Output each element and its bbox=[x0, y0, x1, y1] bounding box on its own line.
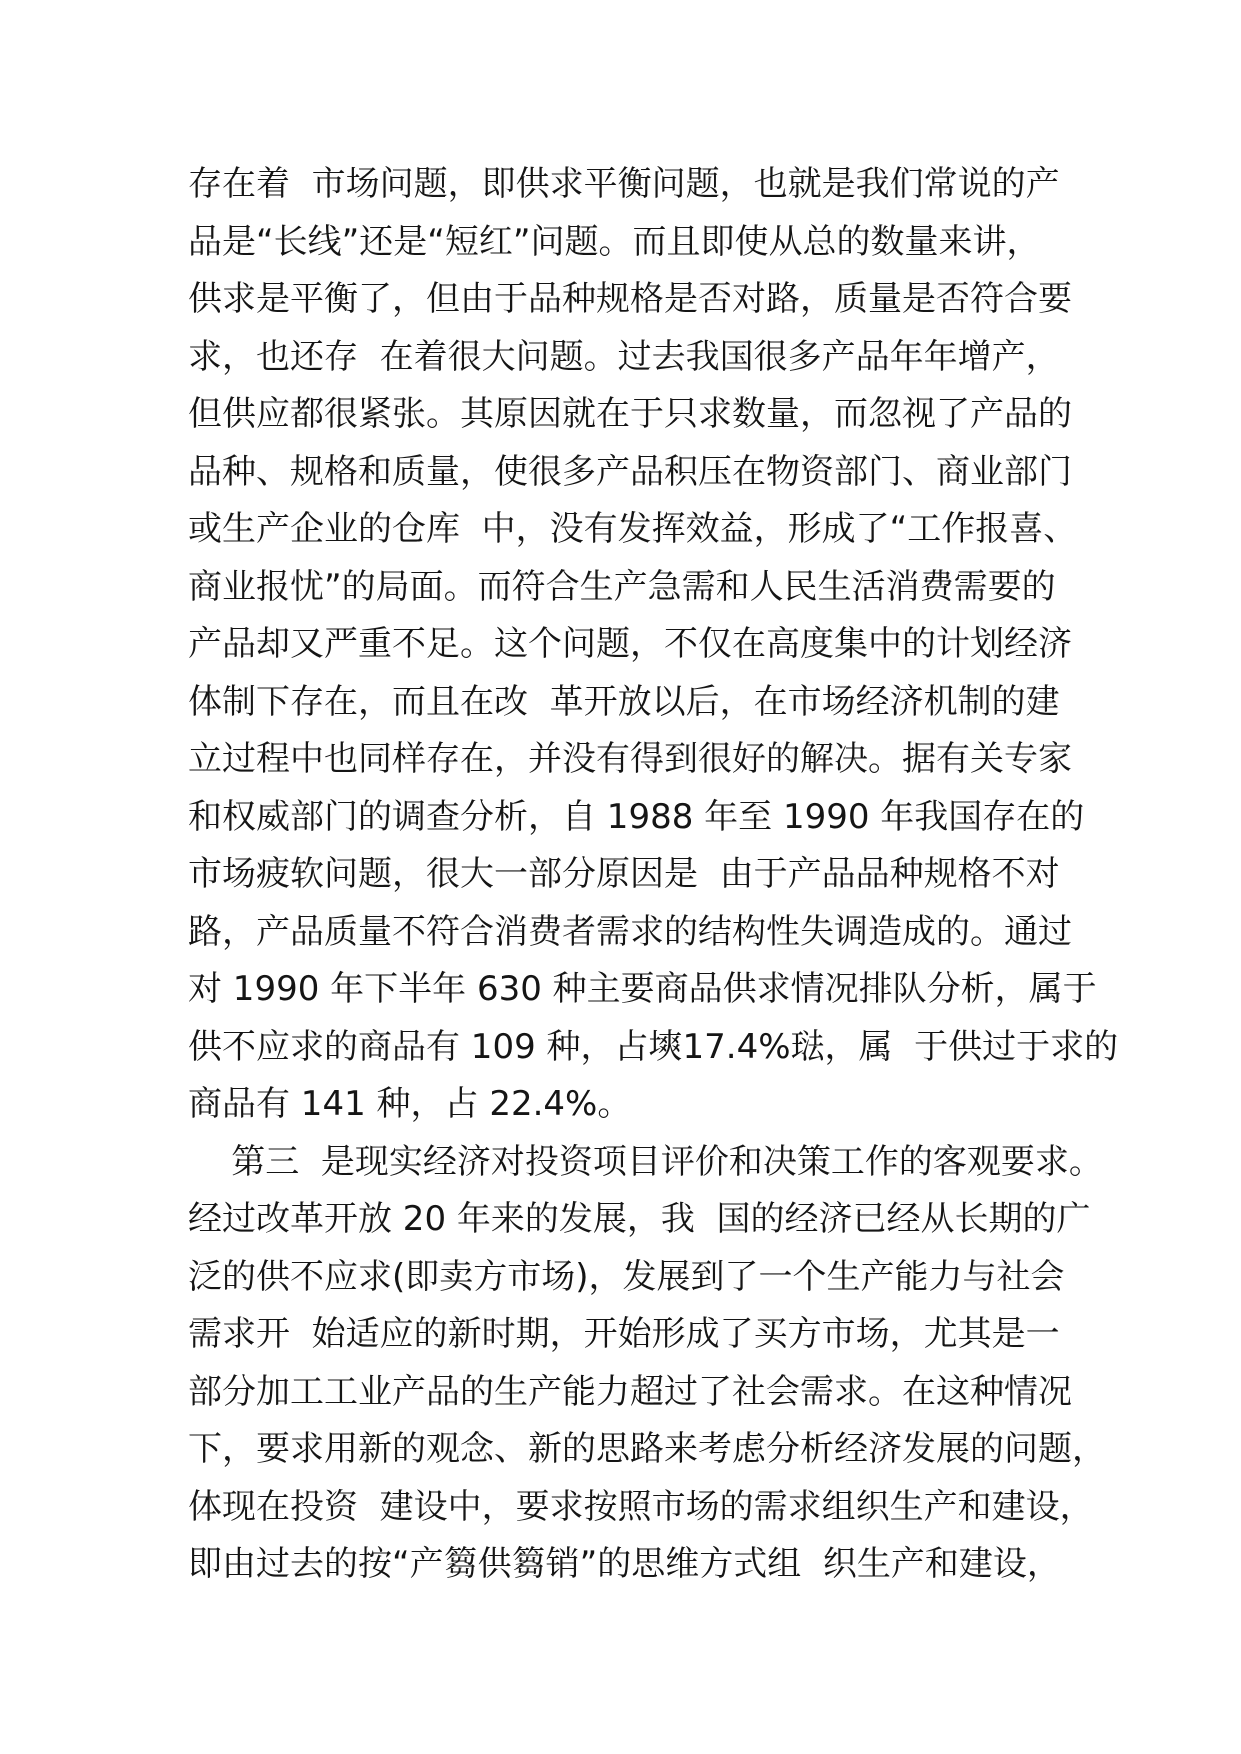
text-line: 第三 是现实经济对投资项目评价和决策工作的客观要求。 bbox=[188, 1141, 1103, 1182]
text-line: 存在着 市场问题，即供求平衡问题，也就是我们常说的产 bbox=[188, 164, 1060, 204]
body-text bbox=[188, 156, 1119, 1594]
text-line: 泛的供不应求(即卖方市场)，发展到了一个生产能力与社会 bbox=[188, 1256, 1065, 1297]
text-line: 体现在投资 建设中，要求按照市场的需求组织生产和建设， bbox=[188, 1486, 1094, 1527]
text-line: 体制下存在，而且在改 革开放以后，在市场经济机制的建 bbox=[188, 681, 1060, 722]
text-line: 即由过去的按“产篘供篘销”的思维方式组 织生产和建设， bbox=[188, 1544, 1061, 1584]
text-line: 立过程中也同样存在，并没有得到很好的解决。据有关专家 bbox=[188, 739, 1072, 779]
text-line: 部分加工工业产品的生产能力超过了社会需求。在这种情况 bbox=[188, 1371, 1072, 1412]
text-line: 市场疲软问题，很大一部分原因是 由于产品品种规格不对 bbox=[188, 854, 1060, 894]
text-line: 或生产企业的仓库 中，没有发挥效益，形成了“工作报喜、 bbox=[188, 509, 1078, 549]
text-line: 品种、规格和质量，使很多产品积压在物资部门、商业部门 bbox=[188, 451, 1072, 492]
text-line: 和权威部门的调查分析，自 1988 年至 1990 年我国存在的 bbox=[188, 796, 1085, 837]
text-line: 商品有 141 种，占 22.4%。 bbox=[188, 1084, 632, 1124]
text-line: 对 1990 年下半年 630 种主要商品供求情况排队分析，属于 bbox=[188, 969, 1097, 1009]
text-line: 路，产品质量不符合消费者需求的结构性失调造成的。通过 bbox=[188, 911, 1072, 952]
text-line: 品是“长线”还是“短红”问题。而且即使从总的数量来讲， bbox=[188, 221, 1041, 262]
text-line: 求，也还存 在着很大问题。过去我国很多产品年年增产， bbox=[188, 336, 1060, 377]
text-line: 经过改革开放 20 年来的发展，我 国的经济已经从长期的广 bbox=[188, 1199, 1091, 1239]
text-line: 需求开 始适应的新时期，开始形成了买方市场，尤其是一 bbox=[188, 1314, 1060, 1354]
text-line: 下，要求用新的观念、新的思路来考虑分析经济发展的问题， bbox=[188, 1429, 1106, 1469]
text-line: 供不应求的商品有 109 种，占塽17.4%琺，属 于供过于求的 bbox=[188, 1026, 1119, 1067]
text-line: 但供应都很紧张。其原因就在于只求数量，而忽视了产品的 bbox=[188, 394, 1072, 434]
text-line: 商业报忧”的局面。而符合生产急需和人民生活消费需要的 bbox=[188, 566, 1056, 607]
text-line: 产品却又严重不足。这个问题，不仅在高度集中的计划经济 bbox=[188, 624, 1072, 664]
text-line: 供求是平衡了，但由于品种规格是否对路，质量是否符合要 bbox=[188, 279, 1072, 319]
